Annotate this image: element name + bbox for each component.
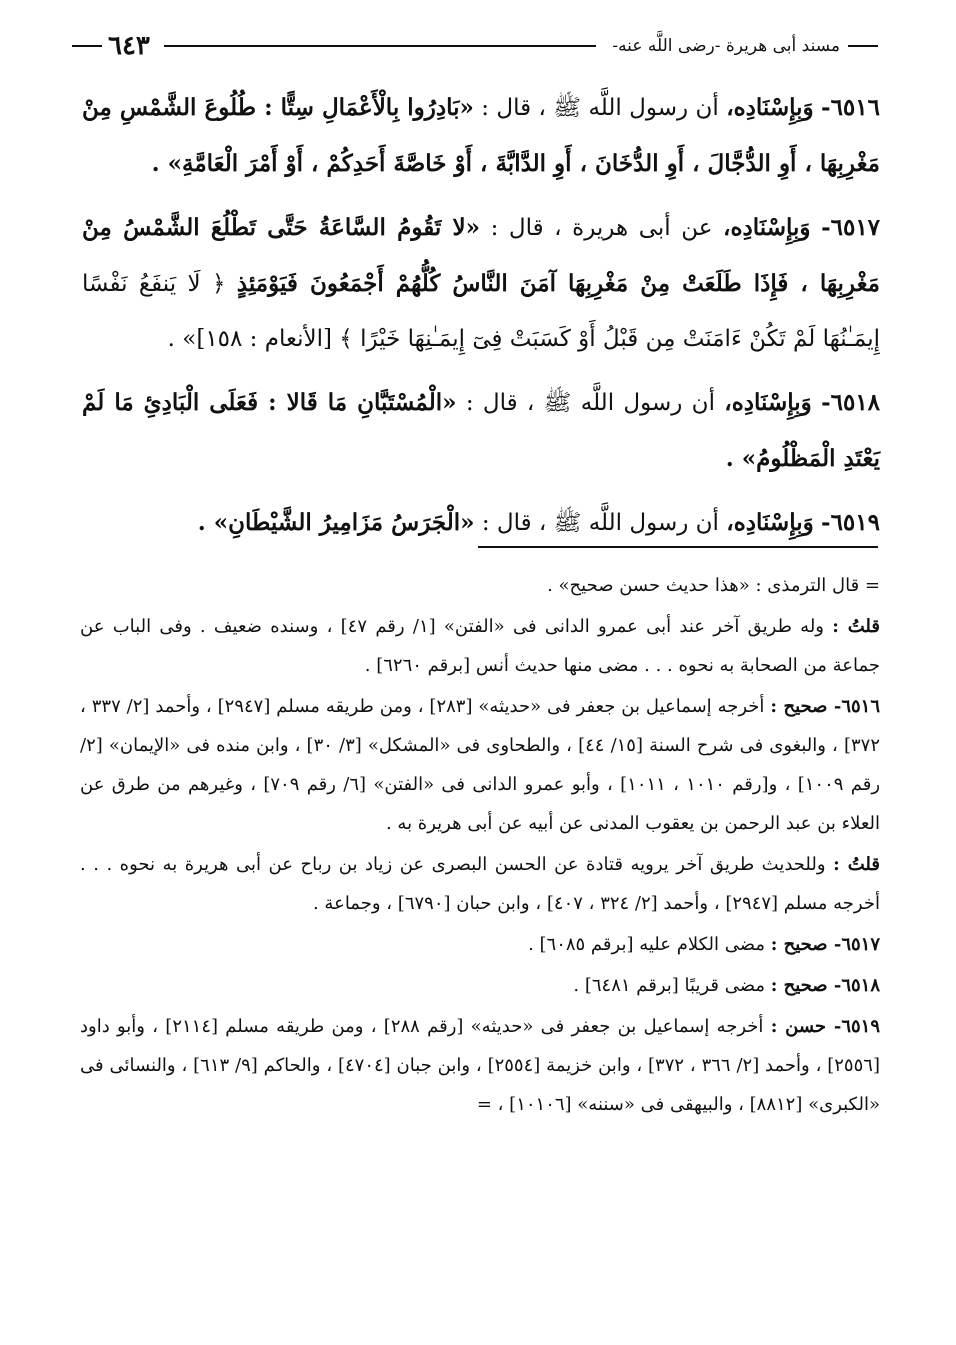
hadith-6518 <box>82 375 880 487</box>
footnote-label: ٦٥١٩- حسن : <box>770 1016 880 1037</box>
header-dash-right <box>848 45 878 47</box>
hadith-text: عن أبى هريرة ، قال : <box>490 215 713 241</box>
footnote-6518 <box>80 966 880 1005</box>
hadith-number: ٦٥١٧- <box>821 214 881 241</box>
footnote-divider <box>478 546 878 548</box>
footnote-6516 <box>80 687 880 843</box>
hadith-matn: «الْمُسْتَبَّانِ مَا قَالا : فَعَلَى الْبَادِئِ مَا لَمْ يَعْتَدِ الْمَظْلُومُ» . <box>82 389 880 472</box>
footnote-label: قلتُ : <box>833 854 880 875</box>
footnote-qultu-1 <box>80 607 880 685</box>
running-title: مسند أبى هريرة -رضى اللَّه عنه- <box>612 36 840 56</box>
hadith-matn: «الْجَرَسُ مَزَامِيرُ الشَّيْطَانِ» . <box>197 509 475 536</box>
page-header <box>72 26 878 66</box>
footnote-6519 <box>80 1007 880 1124</box>
footnote-text: وله طريق آخر عند أبى عمرو الدانى فى «الفتن» [١/ رقم ٤٧] ، وسنده ضعيف . وفى الباب عن جماعة من الصحابة به نحوه . . . مضى منها حديث أنس [برقم ٦٢٦٠] . <box>80 616 880 676</box>
footnote-text: مضى قريبًا [برقم ٦٤٨١] . <box>573 975 765 996</box>
main-text <box>82 80 880 559</box>
footnotes <box>80 566 880 1126</box>
hadith-text: أن رسول اللَّه ﷺ ، قال : <box>481 510 719 536</box>
header-rule <box>164 45 596 47</box>
footnote-6517 <box>80 925 880 964</box>
hadith-number: ٦٥١٦- <box>821 94 880 121</box>
quran-verse: ﴿ لَا يَنفَعُ نَفْسًا إِيمَـٰنُهَا لَمْ تَكُنْ ءَامَنَتْ مِن قَبْلُ أَوْ كَسَبَتْ فِىٓ إِيمَـٰنِهَا خَيْرًا ﴾ <box>82 271 880 352</box>
footnote-text: مضى الكلام عليه [برقم ٦٠٨٥] . <box>528 934 765 955</box>
footnote-label: ٦٥١٦- صحيح : <box>770 696 881 717</box>
hadith-6519 <box>82 495 880 551</box>
hadith-matn: «لا تَقُومُ السَّاعَةُ حَتَّى تَطْلُعَ الشَّمْسُ مِنْ مَغْرِبِهَا ، فَإِذَا طَلَعَتْ مِنْ مَغْرِبِهَا آمَنَ النَّاسُ كُلُّهُمْ أَجْمَعُونَ فَيَوْمَئِذٍ <box>82 214 880 297</box>
hadith-number: ٦٥١٨- <box>821 389 881 416</box>
hadith-isnad: وَبِإِسْنَادِه، <box>724 389 812 416</box>
footnote-label: قلتُ : <box>832 616 881 637</box>
hadith-text: أن رسول اللَّه ﷺ ، قال : <box>465 390 715 416</box>
hadith-isnad: وَبِإِسْنَادِه، <box>726 94 814 121</box>
footnote-label: ٦٥١٧- صحيح : <box>770 934 880 955</box>
footnote-text: أخرجه إسماعيل بن جعفر فى «حديثه» [٢٨٣] ، ومن طريقه مسلم [٢٩٤٧] ، وأحمد [٢/ ٣٣٧ ، ٣٧٢] ، والبغوى فى شرح السنة [١٥/ ٤٤] ، والطحاوى فى «المشكل» [٣/ ٣٠] ، وابن منده فى «الإيمان» [٢/ رقم ١٠٠٩] ، و[رقم ١٠١٠ ، ١٠١١] ، وأبو عمرو الدانى فى «الفتن» [٦/ رقم ٧٠٩] ، وغيرهم من طرق عن العلاء بن عبد الرحمن بن يعقوب المدنى عن أبيه عن أبى هريرة به . <box>80 696 881 834</box>
hadith-text: أن رسول اللَّه ﷺ ، قال : <box>481 95 719 121</box>
hadith-matn: «بَادِرُوا بِالْأَعْمَالِ سِتًّا : طُلُوعَ الشَّمْسِ مِنْ مَغْرِبِهَا ، أَوِ الدُّجَّالَ ، أَوِ الدُّخَانَ ، أَوِ الدَّابَّةَ ، أَوْ خَاصَّةَ أَحَدِكُمْ ، أَوْ أَمْرَ الْعَامَّةِ» . <box>82 94 880 177</box>
quran-reference: [الأنعام : ١٥٨]» . <box>167 326 332 352</box>
hadith-6517 <box>82 200 880 367</box>
hadith-number: ٦٥١٩- <box>821 509 880 536</box>
page-number: ٦٤٣ <box>108 31 150 61</box>
footnote-text: = قال الترمذى : «هذا حديث حسن صحيح» . <box>547 575 880 596</box>
hadith-isnad: وَبِإِسْنَادِه، <box>723 214 811 241</box>
header-dash-left <box>72 45 102 47</box>
hadith-isnad: وَبِإِسْنَادِه، <box>726 509 814 536</box>
footnote-continued <box>80 566 880 605</box>
footnote-text: أخرجه إسماعيل بن جعفر فى «حديثه» [رقم ٢٨٨] ، ومن طريقه مسلم [٢١١٤] ، وأبو داود [٢٥٥٦] ، وأحمد [٢/ ٣٦٦ ، ٣٧٢] ، وابن خزيمة [٢٥٥٤] ، وابن جبان [٤٧٠٤] ، والحاكم [٩/ ٦١٣] ، والنسائى فى «الكبرى» [٨٨١٢] ، والبيهقى فى «سننه» [١٠١٠٦] ، = <box>80 1016 880 1115</box>
footnote-label: ٦٥١٨- صحيح : <box>770 975 880 996</box>
footnote-text: وللحديث طريق آخر يرويه قتادة عن الحسن البصرى عن زياد بن رباح عن أبى هريرة به نحوه . . . أخرجه مسلم [٢٩٤٧] ، وأحمد [٢/ ٣٢٤ ، ٤٠٧] ، وابن حبان [٦٧٩٠] ، وجماعة . <box>80 854 880 914</box>
footnote-qultu-2 <box>80 845 880 923</box>
hadith-6516 <box>82 80 880 192</box>
